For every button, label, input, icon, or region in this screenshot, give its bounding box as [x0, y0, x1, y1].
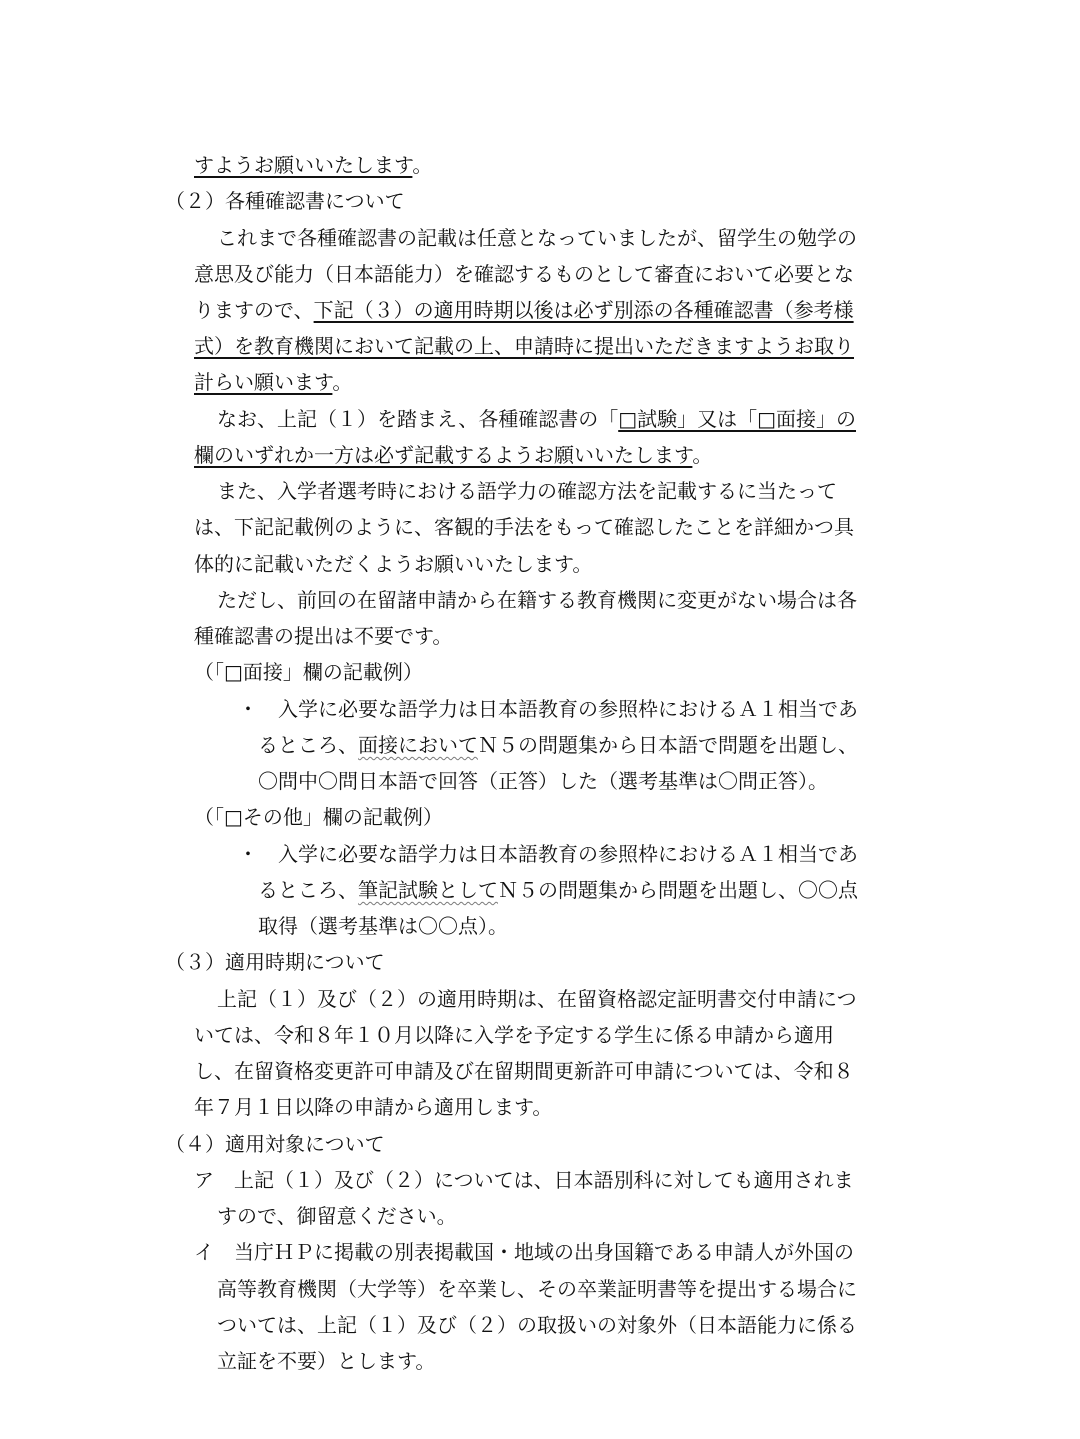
- underlined-text: 式）を教育機関において記載の上、申請時に提出いただきますようお取り: [194, 334, 854, 358]
- list-item-i: イ 当庁ＨＰに掲載の別表掲載国・地域の出身国籍である申請人が外国の: [194, 1240, 854, 1264]
- text-line: 立証を不要）とします。: [217, 1349, 436, 1373]
- text-line: 〇問中〇問日本語で回答（正答）した（選考基準は〇問正答）。: [258, 769, 828, 793]
- underlined-text: すようお願いいたします: [194, 153, 413, 177]
- text-line: 種確認書の提出は不要です。: [194, 624, 453, 648]
- bullet-item: ・ 入学に必要な語学力は日本語教育の参照枠におけるＡ１相当であ: [238, 842, 858, 866]
- text-line: し、在留資格変更許可申請及び在留期間更新許可申請については、令和８: [194, 1059, 854, 1083]
- text-line: [194, 331, 854, 361]
- text-line: りますので、下記（３）の適用時期以後は必ず別添の各種確認書（参考様: [194, 298, 854, 322]
- example-heading: （「□その他」欄の記載例）: [194, 805, 443, 829]
- list-item-a: ア 上記（１）及び（２）については、日本語別科に対しても適用されま: [194, 1168, 854, 1192]
- text-line: 欄のいずれか一方は必ず記載するようお願いいたします。: [194, 443, 713, 467]
- text-line: すので、御留意ください。: [217, 1204, 457, 1228]
- wavy-underlined-text: 面接において: [358, 733, 478, 757]
- text-line: すようお願いいたします。: [194, 153, 433, 177]
- text-line: るところ、面接においてＮ５の問題集から日本語で問題を出題し、: [258, 733, 858, 757]
- text-line: 体的に記載いただくようお願いいたします。: [194, 552, 593, 576]
- underlined-text: 下記（３）の適用時期以後は必ず別添の各種確認書（参考様: [313, 298, 854, 322]
- section-heading-2: （２）各種確認書について: [165, 189, 405, 213]
- text-line: は、下記記載例のように、客観的手法をもって確認したことを詳細かつ具: [194, 515, 854, 539]
- text-line: 上記（１）及び（２）の適用時期は、在留資格認定証明書交付申請につ: [217, 987, 857, 1011]
- section-heading-3: （３）適用時期について: [165, 950, 385, 974]
- text-line: 高等教育機関（大学等）を卒業し、その卒業証明書等を提出する場合に: [217, 1277, 857, 1301]
- text-line: いては、令和８年１０月以降に入学を予定する学生に係る申請から適用: [194, 1023, 834, 1047]
- text-line: るところ、筆記試験としてＮ５の問題集から問題を出題し、〇〇点: [258, 878, 858, 902]
- example-heading: （「□面接」欄の記載例）: [194, 660, 423, 684]
- text-line: なお、上記（１）を踏まえ、各種確認書の「□試験」又は「□面接」の: [217, 407, 856, 431]
- text-line: ただし、前回の在留諸申請から在籍する教育機関に変更がない場合は各: [217, 588, 857, 612]
- text-line: 取得（選考基準は〇〇点）。: [258, 914, 508, 938]
- text-line: 年７月１日以降の申請から適用します。: [194, 1095, 553, 1119]
- underlined-text: 欄のいずれか一方は必ず記載するようお願いいたします: [194, 443, 693, 467]
- text-line: これまで各種確認書の記載は任意となっていましたが、留学生の勉学の: [217, 226, 857, 250]
- text-line: 計らい願います。: [194, 370, 353, 394]
- underlined-text: □試験」又は「□面接」の: [618, 407, 856, 431]
- text-line: また、入学者選考時における語学力の確認方法を記載するに当たって: [217, 479, 837, 503]
- wavy-underlined-text: 筆記試験として: [358, 878, 498, 902]
- bullet-item: ・ 入学に必要な語学力は日本語教育の参照枠におけるＡ１相当であ: [238, 697, 858, 721]
- underlined-text: 計らい願います: [194, 370, 333, 394]
- section-heading-4: （４）適用対象について: [165, 1132, 385, 1156]
- text-line: ついては、上記（１）及び（２）の取扱いの対象外（日本語能力に係る: [217, 1313, 857, 1337]
- text-line: 意思及び能力（日本語能力）を確認するものとして審査において必要とな: [194, 262, 854, 286]
